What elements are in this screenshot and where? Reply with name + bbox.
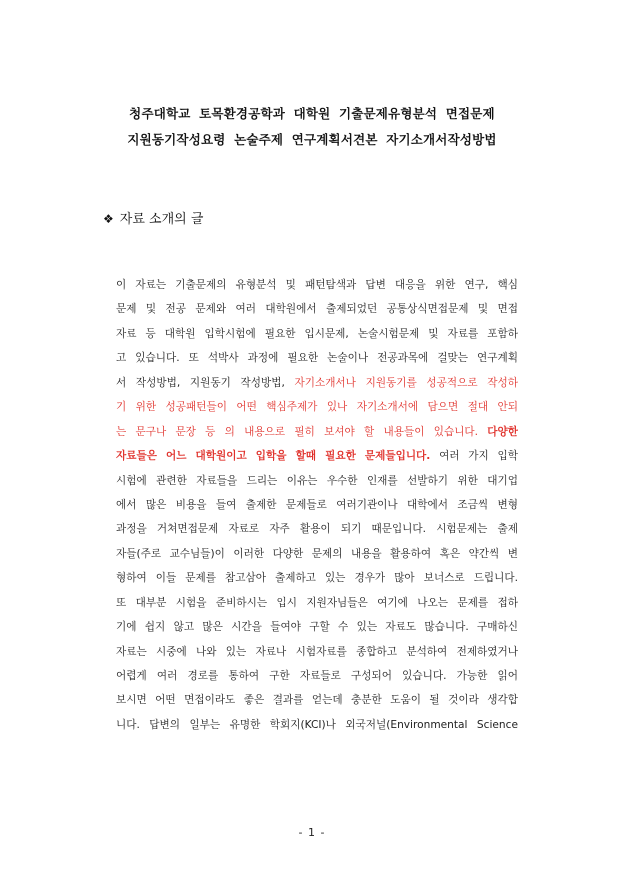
section-heading <box>103 208 203 227</box>
body-text-segment: 여러 가지 입학 <box>430 450 518 463</box>
highlighted-text-red: 는 문구나 문장 등 의 내용으로 필히 보셔야 할 내용들이 있습니다. <box>116 425 488 438</box>
body-text-segment: 어렵게 여러 경로를 통하여 구한 자료들로 구성되어 있습니다. 가능한 읽어 <box>116 670 518 682</box>
body-line <box>116 395 518 419</box>
body-line <box>116 688 518 712</box>
body-text-segment: 이 자료는 기출문제의 유형분석 및 패턴탐색과 답변 대응을 위한 연구, 핵심 <box>116 279 518 291</box>
body-line <box>116 640 518 664</box>
highlighted-text-red: 자기소개서나 지원동기를 성공적으로 작성하 <box>294 376 518 389</box>
section-heading-text: 자료 소개의 글 <box>119 212 204 227</box>
body-text-segment: 고 있습니다. 또 석박사 과정에 필요한 논술이나 전공과목에 걸맞는 연구계획 <box>116 352 518 365</box>
body-text-segment: 문제 및 전공 문제와 여러 대학원에서 출제되었던 공통상식면접문제 및 면접 <box>116 303 518 316</box>
body-text-segment: 자들(주로 교수님들)이 이러한 다양한 문제의 내용을 활용하여 혹은 약간씩 변 <box>116 547 518 560</box>
body-text-segment: 시험에 관련한 자료들을 드리는 이유는 우수한 인재를 선발하기 위한 대기업 <box>116 474 518 487</box>
body-text-segment: 형하여 이들 문제를 참고삼아 출제하고 있는 경우가 많아 보너스로 드립니다. <box>116 572 518 585</box>
body-line <box>116 420 518 444</box>
diamond-bullet-icon: ❖ <box>103 212 114 226</box>
body-line <box>116 517 518 541</box>
body-line <box>116 615 518 639</box>
body-line <box>116 371 518 395</box>
body-line <box>116 591 518 615</box>
document-title-line-2: 지원동기작성요령 논술주제 연구계획서견본 자기소개서작성방법 <box>127 132 497 147</box>
body-line <box>116 444 518 468</box>
body-line <box>116 493 518 517</box>
body-line <box>116 297 518 321</box>
document-title-line-1: 청주대학교 토목환경공학과 대학원 기출문제유형분석 면접문제 <box>129 106 495 121</box>
body-text-segment: 자료는 시중에 나와 있는 자료나 시험자료를 종합하고 분석하여 전제하였거나 <box>116 645 518 658</box>
body-text-segment: 니다. 답변의 일부는 유명한 학회지(KCI)나 외국저널(Environmental Science <box>116 718 518 731</box>
highlighted-text-red: 기 위한 성공패턴들이 어떤 핵심주제가 있나 자기소개서에 담으면 절대 안되 <box>116 401 518 414</box>
body-text-segment: 에서 많은 비용을 들여 출제한 문제들로 여러기관이나 대학에서 조금씩 변형 <box>116 498 518 511</box>
body-text-segment: 보시면 어떤 면접이라도 좋은 결과를 얻는데 충분한 도움이 될 것이라 생각합 <box>116 694 518 707</box>
body-text-segment: 서 작성방법, 지원동기 작성방법, <box>116 376 295 389</box>
body-text-segment: 자료 등 대학원 입학시험에 필요한 입시문제, 논술시험문제 및 자료를 포함하 <box>116 327 518 340</box>
body-line <box>116 664 518 688</box>
body-text-segment: 기에 쉽지 않고 많은 시간을 들여야 구할 수 있는 자료도 많습니다. 구매하신 <box>116 621 518 634</box>
body-text-segment: 또 대부분 시험을 준비하시는 입시 지원자님들은 여기에 나오는 문제를 접하 <box>116 596 518 609</box>
body-line <box>116 542 518 566</box>
body-line <box>116 566 518 590</box>
body-line <box>116 469 518 493</box>
body-line <box>116 273 518 297</box>
body-line <box>116 713 518 737</box>
body-line <box>116 346 518 370</box>
highlighted-text-red-bold: 다양한 <box>487 425 518 438</box>
page-number: - 1 - <box>298 826 326 839</box>
body-text-segment: 과정을 거쳐면접문제 자료로 자주 활용이 되기 때문입니다. 시험문제는 출제 <box>116 523 518 536</box>
body-line <box>116 322 518 346</box>
highlighted-text-red-bold: 자료들은 어느 대학원이고 입학을 할때 필요한 문제들입니다. <box>116 450 431 463</box>
body-paragraph <box>116 273 518 737</box>
